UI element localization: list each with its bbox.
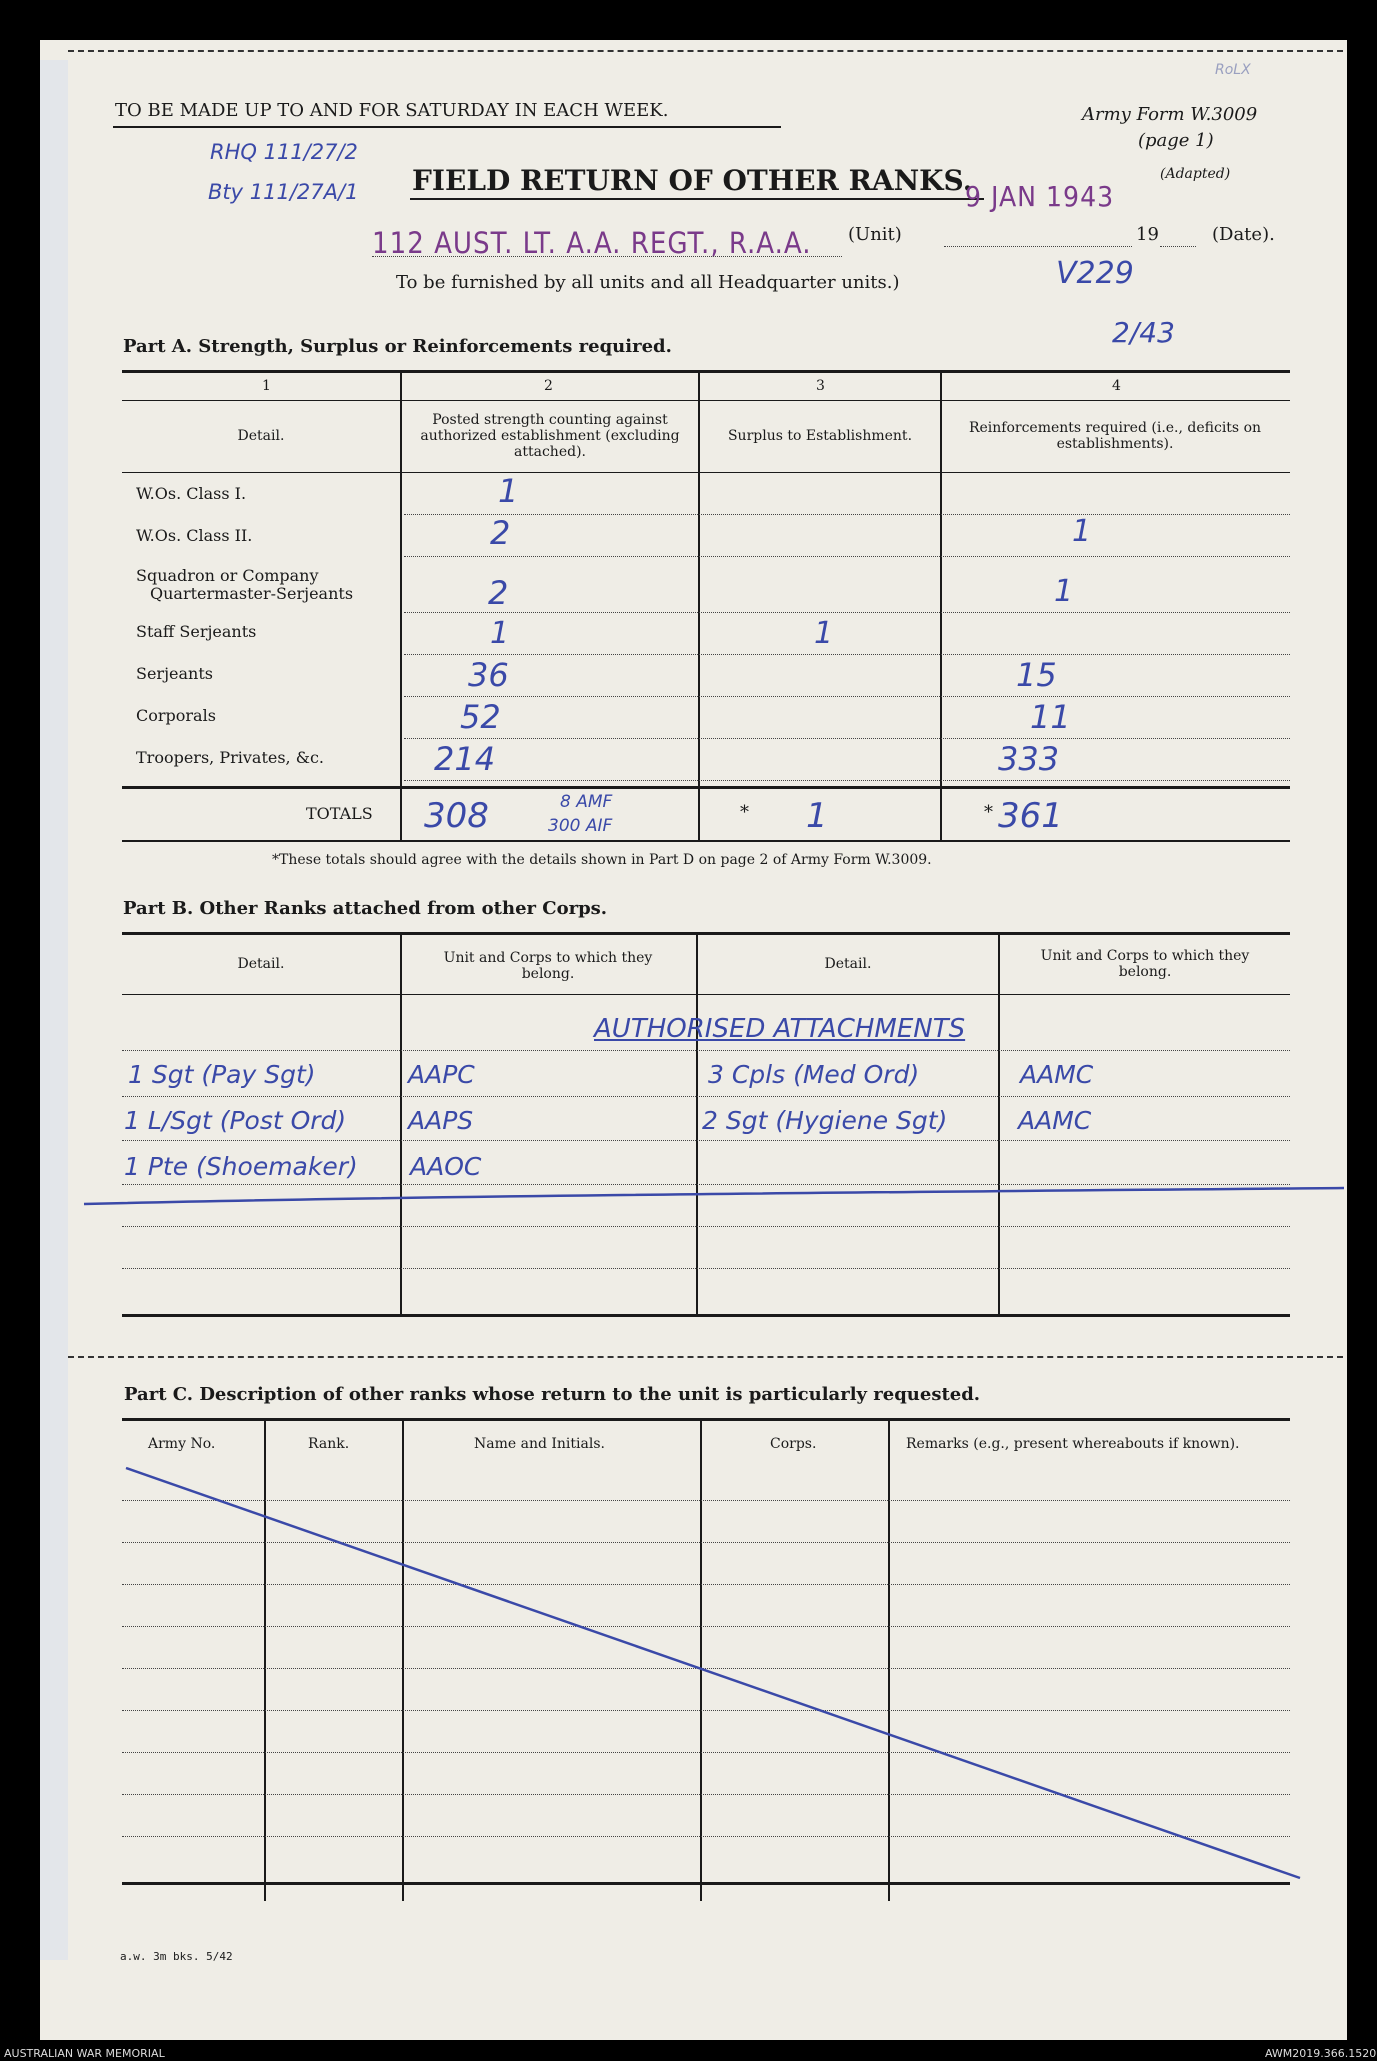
c-col-header: Remarks (e.g., present whereabouts if known). [906, 1436, 1240, 1452]
corner-mark: RoLX [1215, 62, 1251, 78]
b-unit-right: AAMC [1018, 1106, 1092, 1135]
reinf-value: 1 [1054, 574, 1074, 609]
reinf-value: 333 [998, 740, 1060, 778]
total-surplus: 1 [806, 796, 828, 836]
b-col-header: Unit and Corps to which they belong. [443, 950, 653, 982]
row-detail: Corporals [136, 706, 216, 725]
total-surplus-marker: * [740, 802, 749, 823]
b-col-header: Unit and Corps to which they belong. [1040, 948, 1250, 980]
total-reinf: 361 [998, 796, 1063, 836]
c-col-header: Rank. [308, 1436, 350, 1452]
footer-right: AWM2019.366.1520 [1265, 2047, 1377, 2060]
b-col-header: Detail. [824, 956, 872, 972]
instruction-text: TO BE MADE UP TO AND FOR SATURDAY IN EACH WEEK. [115, 100, 669, 121]
b-unit-right: AAMC [1020, 1060, 1094, 1089]
footer-left: AUSTRALIAN WAR MEMORIAL [4, 2047, 165, 2060]
subtitle: To be furnished by all units and all Headquarter units.) [396, 272, 900, 293]
part-a-heading: Part A. Strength, Surplus or Reinforcements required. [123, 336, 672, 357]
print-code: a.w. 3m bks. 5/42 [120, 1950, 233, 1963]
col-header-reinforcements: Reinforcements required (i.e., deficits on establishments). [968, 420, 1262, 452]
unit-stamp: 112 AUST. LT. A.A. REGT., R.A.A. [372, 226, 812, 260]
page-number: (page 1) [1138, 130, 1214, 151]
total-posted: 308 [424, 796, 489, 836]
b-detail-right: 2 Sgt (Hygiene Sgt) [702, 1106, 948, 1135]
reinf-value: 11 [1030, 698, 1071, 736]
b-unit-left: AAPS [408, 1106, 474, 1135]
surplus-value: 1 [814, 616, 834, 651]
b-detail-left: 1 Pte (Shoemaker) [124, 1152, 358, 1181]
posted-value: 2 [490, 514, 511, 552]
date-label: (Date). [1212, 224, 1275, 245]
reference-fraction: 2/43 [1112, 316, 1175, 349]
c-col-header: Army No. [148, 1436, 216, 1452]
c-col-header: Name and Initials. [474, 1436, 605, 1452]
part-a-footnote: *These totals should agree with the details shown in Part D on page 2 of Army Form W.3009. [272, 852, 932, 868]
adapted-label: (Adapted) [1160, 166, 1231, 182]
part-b-heading: Part B. Other Ranks attached from other Corps. [123, 898, 608, 919]
b-detail-left: 1 L/Sgt (Post Ord) [124, 1106, 347, 1135]
battery-reference: Bty 111/27A/1 [208, 180, 359, 204]
col-number-2: 2 [544, 378, 553, 394]
posted-value: 1 [490, 616, 510, 651]
posted-value: 52 [460, 698, 501, 736]
unit-label: (Unit) [848, 224, 902, 245]
reinf-value: 15 [1016, 656, 1057, 694]
reinf-value: 1 [1072, 514, 1092, 549]
row-detail: W.Os. Class I. [136, 484, 247, 503]
posted-value: 36 [468, 656, 509, 694]
col-number-4: 4 [1112, 378, 1121, 394]
year-prefix: 19 [1136, 224, 1159, 245]
posted-value: 214 [434, 740, 496, 778]
row-detail: Serjeants [136, 664, 213, 683]
row-detail: Staff Serjeants [136, 622, 257, 641]
b-unit-left: AAPC [408, 1060, 475, 1089]
b-unit-left: AAOC [410, 1152, 482, 1181]
b-detail-left: 1 Sgt (Pay Sgt) [128, 1060, 316, 1089]
rhq-reference: RHQ 111/27/2 [210, 140, 358, 164]
reference-code: V229 [1056, 256, 1134, 291]
c-col-header: Corps. [770, 1436, 817, 1452]
row-detail-cont: Quartermaster-Serjeants [150, 584, 354, 603]
col-header-detail: Detail. [237, 428, 285, 444]
date-stamp: 9 JAN 1943 [965, 180, 1115, 213]
total-posted-note: 300 AIF [548, 816, 613, 836]
col-number-1: 1 [262, 378, 271, 394]
posted-value: 1 [498, 472, 519, 510]
row-detail: Squadron or Company [136, 566, 319, 585]
totals-label: TOTALS [306, 804, 373, 823]
posted-value: 2 [488, 574, 509, 612]
col-header-surplus: Surplus to Establishment. [727, 428, 913, 444]
form-id: Army Form W.3009 [1082, 104, 1258, 125]
row-detail: Troopers, Privates, &c. [136, 748, 325, 767]
part-c-heading: Part C. Description of other ranks whose return to the unit is particularly requested. [124, 1384, 981, 1405]
total-reinf-marker: * [984, 802, 993, 823]
col-number-3: 3 [816, 378, 825, 394]
total-posted-note: 8 AMF [560, 792, 613, 812]
b-detail-right: 3 Cpls (Med Ord) [708, 1060, 920, 1089]
row-detail: W.Os. Class II. [136, 526, 253, 545]
form-title: FIELD RETURN OF OTHER RANKS. [412, 164, 973, 197]
attachments-note: AUTHORISED ATTACHMENTS [594, 1014, 966, 1044]
b-col-header: Detail. [237, 956, 285, 972]
col-header-posted: Posted strength counting against authorized establishment (excluding attached). [420, 412, 680, 460]
